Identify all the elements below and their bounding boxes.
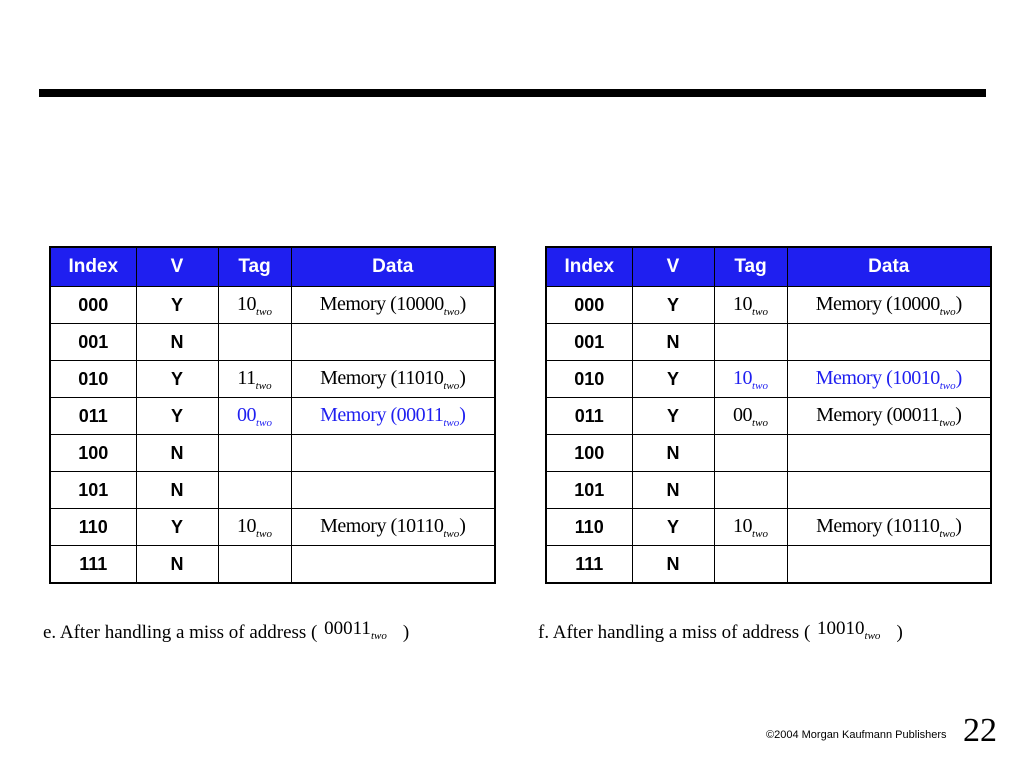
- cell-tag: $10_{two}$: [218, 509, 291, 546]
- cell-data: Memory $(10010_{two})$: [787, 361, 991, 398]
- cell-index: 001: [546, 324, 632, 361]
- table-row: [546, 287, 991, 324]
- cell-index: 000: [50, 287, 136, 324]
- cell-valid: N: [632, 546, 714, 584]
- cell-tag: $10_{two}$: [714, 509, 787, 546]
- header-row: [50, 247, 495, 287]
- cell-index: 000: [546, 287, 632, 324]
- header-data: Data: [787, 247, 991, 287]
- header-data: Data: [291, 247, 495, 287]
- cell-tag: $00_{two}$: [218, 398, 291, 435]
- caption-suffix: ): [402, 622, 410, 643]
- cache-table-f: [545, 246, 992, 584]
- caption-suffix: ): [896, 622, 903, 643]
- cell-valid: Y: [136, 509, 218, 546]
- cell-index: 100: [50, 435, 136, 472]
- cell-index: 001: [50, 324, 136, 361]
- cell-index: 010: [546, 361, 632, 398]
- cell-tag: $10_{two}$: [714, 361, 787, 398]
- copyright-notice: ©2004 Morgan Kaufmann Publishers: [766, 729, 947, 741]
- cell-index: 101: [50, 472, 136, 509]
- table-row: [50, 472, 495, 509]
- cell-valid: N: [632, 324, 714, 361]
- cell-data: [291, 472, 495, 509]
- cell-data: Memory $(11010_{two})$: [291, 361, 495, 398]
- table-row: [50, 546, 495, 584]
- cell-valid: N: [136, 324, 218, 361]
- cell-index: 011: [546, 398, 632, 435]
- table-row: [50, 324, 495, 361]
- cell-data: [787, 435, 991, 472]
- table-row: [50, 398, 495, 435]
- caption-e: [43, 618, 410, 646]
- cell-tag: $00_{two}$: [714, 398, 787, 435]
- header-index: Index: [546, 247, 632, 287]
- cell-valid: N: [136, 472, 218, 509]
- header-v: V: [136, 247, 218, 287]
- cell-index: 101: [546, 472, 632, 509]
- table-row: [546, 361, 991, 398]
- cell-index: 011: [50, 398, 136, 435]
- cell-tag: $10_{two}$: [218, 287, 291, 324]
- table-row: [546, 472, 991, 509]
- cell-data: [787, 324, 991, 361]
- cell-data: Memory $(10000_{two})$: [291, 287, 495, 324]
- header-row: [546, 247, 991, 287]
- table-row: [546, 509, 991, 546]
- cell-data: [291, 546, 495, 584]
- cell-tag: [218, 435, 291, 472]
- table-row: [50, 435, 495, 472]
- cell-valid: Y: [136, 361, 218, 398]
- caption-f: [538, 618, 903, 646]
- cell-index: 110: [546, 509, 632, 546]
- cell-valid: N: [632, 435, 714, 472]
- header-tag: Tag: [218, 247, 291, 287]
- title-rule: [39, 89, 986, 97]
- cell-data: [291, 435, 495, 472]
- cell-data: Memory $(10110_{two})$: [787, 509, 991, 546]
- cell-index: 100: [546, 435, 632, 472]
- cell-index: 010: [50, 361, 136, 398]
- cell-data: Memory $(00011_{two})$: [787, 398, 991, 435]
- cell-valid: Y: [136, 287, 218, 324]
- cell-tag: $11_{two}$: [218, 361, 291, 398]
- cell-data: Memory $(10110_{two})$: [291, 509, 495, 546]
- table-row: [546, 546, 991, 584]
- cell-valid: Y: [632, 361, 714, 398]
- cell-tag: [714, 546, 787, 584]
- cell-tag: [714, 472, 787, 509]
- cell-valid: Y: [632, 509, 714, 546]
- cell-valid: N: [136, 435, 218, 472]
- cell-index: 110: [50, 509, 136, 546]
- cell-tag: [218, 472, 291, 509]
- cell-valid: Y: [632, 398, 714, 435]
- cell-valid: Y: [632, 287, 714, 324]
- table-row: [546, 435, 991, 472]
- cell-tag: [218, 324, 291, 361]
- cell-data: Memory $(00011_{two})$: [291, 398, 495, 435]
- cell-data: [291, 324, 495, 361]
- cell-tag: [714, 324, 787, 361]
- cell-valid: N: [632, 472, 714, 509]
- table-row: [546, 324, 991, 361]
- table-row: [546, 398, 991, 435]
- cell-valid: N: [136, 546, 218, 584]
- caption-prefix: e. After handling a miss of address (: [43, 622, 318, 643]
- table-row: [50, 287, 495, 324]
- cell-tag: [714, 435, 787, 472]
- cell-valid: Y: [136, 398, 218, 435]
- caption-prefix: f. After handling a miss of address (: [538, 622, 811, 643]
- header-index: Index: [50, 247, 136, 287]
- cell-index: 111: [546, 546, 632, 584]
- cell-index: 111: [50, 546, 136, 584]
- caption-address: $10010_{two}$: [817, 618, 881, 642]
- cell-data: [787, 546, 991, 584]
- caption-address: $00011_{two}$: [324, 618, 387, 642]
- cell-data: Memory $(10000_{two})$: [787, 287, 991, 324]
- page-number: 22: [963, 712, 997, 749]
- table-row: [50, 361, 495, 398]
- header-v: V: [632, 247, 714, 287]
- cell-data: [787, 472, 991, 509]
- cell-tag: [218, 546, 291, 584]
- header-tag: Tag: [714, 247, 787, 287]
- cell-tag: $10_{two}$: [714, 287, 787, 324]
- cache-table-e: [49, 246, 496, 584]
- table-row: [50, 509, 495, 546]
